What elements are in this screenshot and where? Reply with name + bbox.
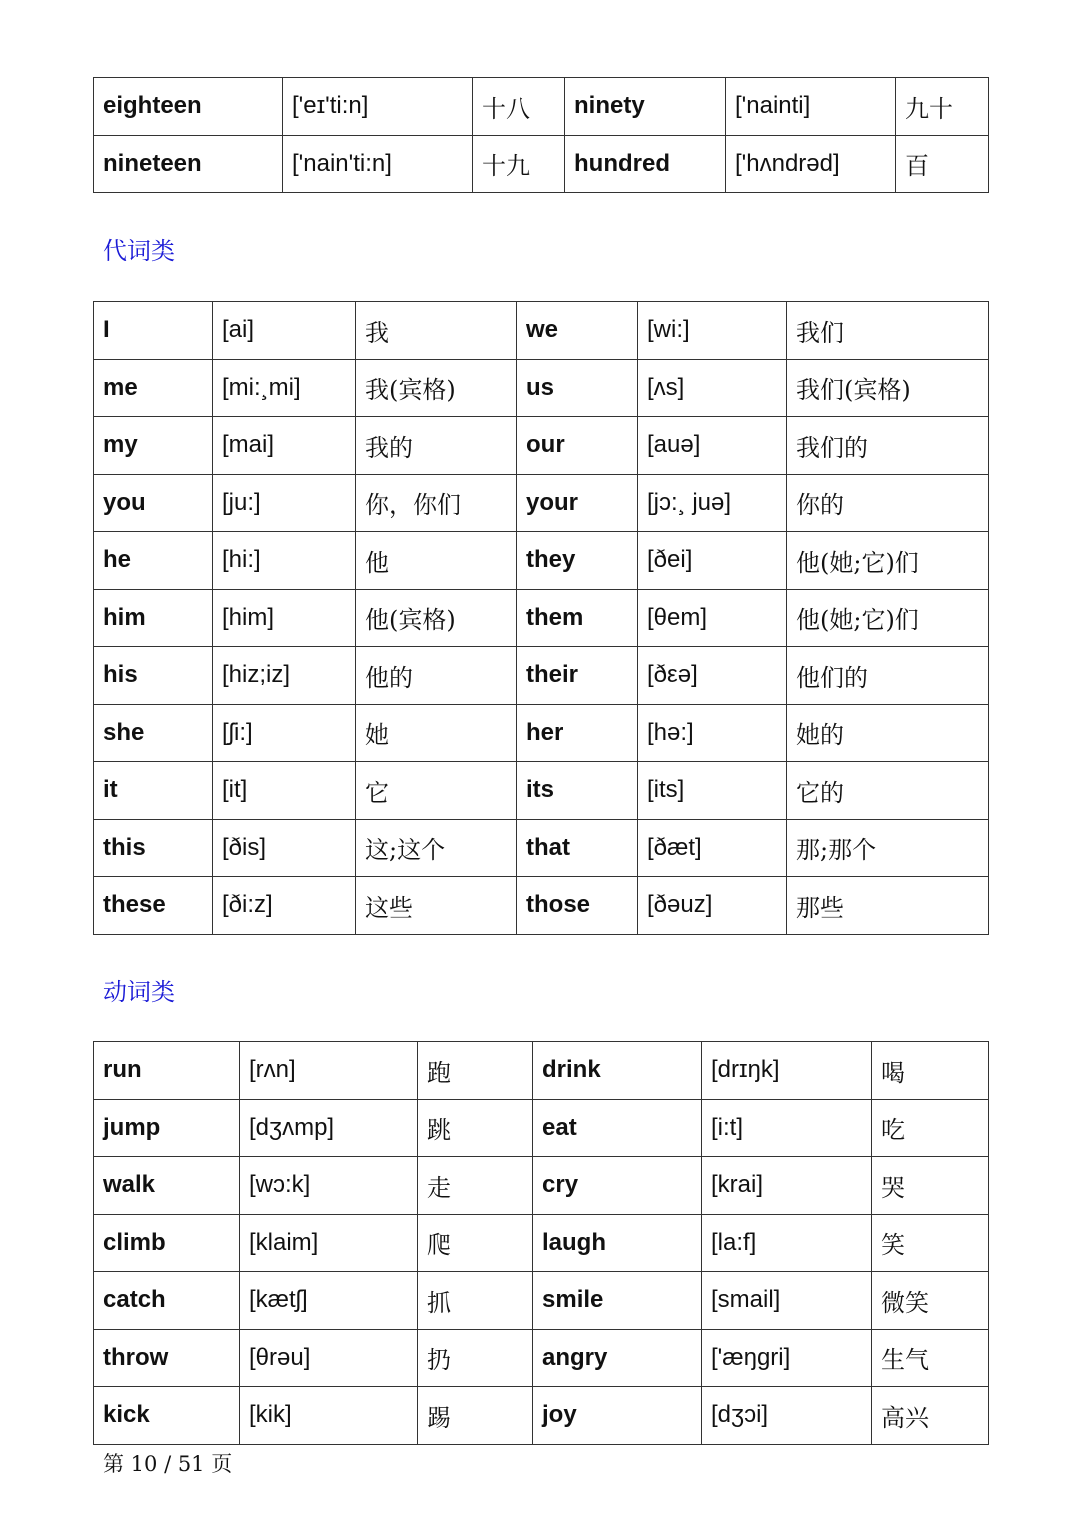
word-cell: those xyxy=(517,877,638,935)
word-cell: joy xyxy=(533,1387,702,1445)
phonetic-cell: [jɔ:¸ juə] xyxy=(638,474,787,532)
word-cell: them xyxy=(517,589,638,647)
word-cell: cry xyxy=(533,1157,702,1215)
table-row xyxy=(94,589,989,647)
word-cell: eighteen xyxy=(94,78,283,136)
phonetic-cell: ['nain'ti:n] xyxy=(283,135,473,193)
phonetic-cell: [dʒɔi] xyxy=(702,1387,872,1445)
word-cell: eat xyxy=(533,1099,702,1157)
phonetic-cell: [dʒʌmp] xyxy=(240,1099,418,1157)
meaning-cell: 我 xyxy=(356,302,517,360)
meaning-cell: 他的 xyxy=(356,647,517,705)
meaning-cell: 十九 xyxy=(473,135,565,193)
meaning-cell: 我的 xyxy=(356,417,517,475)
meaning-cell: 她的 xyxy=(787,704,989,762)
table-row xyxy=(94,1214,989,1272)
meaning-cell: 喝 xyxy=(872,1042,989,1100)
meaning-cell: 笑 xyxy=(872,1214,989,1272)
phonetic-cell: [kik] xyxy=(240,1387,418,1445)
meaning-cell: 抓 xyxy=(418,1272,533,1330)
meaning-cell: 我们 xyxy=(787,302,989,360)
phonetic-cell: [hiz;iz] xyxy=(213,647,356,705)
word-cell: it xyxy=(94,762,213,820)
phonetic-cell: [wɔ:k] xyxy=(240,1157,418,1215)
word-cell: angry xyxy=(533,1329,702,1387)
meaning-cell: 走 xyxy=(418,1157,533,1215)
phonetic-cell: [rʌn] xyxy=(240,1042,418,1100)
meaning-cell: 你的 xyxy=(787,474,989,532)
phonetic-cell: ['eɪ'ti:n] xyxy=(283,78,473,136)
word-cell: climb xyxy=(94,1214,240,1272)
phonetic-cell: [its] xyxy=(638,762,787,820)
numbers-table xyxy=(93,77,989,193)
word-cell: I xyxy=(94,302,213,360)
word-cell: she xyxy=(94,704,213,762)
meaning-cell: 它 xyxy=(356,762,517,820)
word-cell: these xyxy=(94,877,213,935)
word-cell: jump xyxy=(94,1099,240,1157)
table-row xyxy=(94,877,989,935)
table-row xyxy=(94,1042,989,1100)
meaning-cell: 我(宾格) xyxy=(356,359,517,417)
table-row xyxy=(94,1272,989,1330)
table-row xyxy=(94,762,989,820)
meaning-cell: 这;这个 xyxy=(356,819,517,877)
phonetic-cell: [ði:z] xyxy=(213,877,356,935)
phonetic-cell: [kætʃ] xyxy=(240,1272,418,1330)
page-number: 第 10 / 51 页 xyxy=(103,1452,233,1476)
table-row xyxy=(94,302,989,360)
table-row xyxy=(94,1157,989,1215)
phonetic-cell: [ðæt] xyxy=(638,819,787,877)
phonetic-cell: [hi:] xyxy=(213,532,356,590)
table-row xyxy=(94,135,989,193)
meaning-cell: 九十 xyxy=(896,78,989,136)
phonetic-cell: [ʃi:] xyxy=(213,704,356,762)
word-cell: nineteen xyxy=(94,135,283,193)
word-cell: walk xyxy=(94,1157,240,1215)
word-cell: we xyxy=(517,302,638,360)
meaning-cell: 百 xyxy=(896,135,989,193)
table-row xyxy=(94,78,989,136)
phonetic-cell: [θrəu] xyxy=(240,1329,418,1387)
word-cell: your xyxy=(517,474,638,532)
table-row xyxy=(94,474,989,532)
word-cell: his xyxy=(94,647,213,705)
word-cell: our xyxy=(517,417,638,475)
phonetic-cell: ['æŋgri] xyxy=(702,1329,872,1387)
meaning-cell: 我们(宾格) xyxy=(787,359,989,417)
word-cell: kick xyxy=(94,1387,240,1445)
section-heading-pronouns: 代词类 xyxy=(103,237,175,265)
meaning-cell: 它的 xyxy=(787,762,989,820)
table-row xyxy=(94,1099,989,1157)
meaning-cell: 哭 xyxy=(872,1157,989,1215)
word-cell: ninety xyxy=(565,78,726,136)
meaning-cell: 爬 xyxy=(418,1214,533,1272)
word-cell: me xyxy=(94,359,213,417)
word-cell: run xyxy=(94,1042,240,1100)
phonetic-cell: [smail] xyxy=(702,1272,872,1330)
phonetic-cell: [ðəuz] xyxy=(638,877,787,935)
phonetic-cell: [wi:] xyxy=(638,302,787,360)
word-cell: hundred xyxy=(565,135,726,193)
word-cell: us xyxy=(517,359,638,417)
word-cell: that xyxy=(517,819,638,877)
pronouns-table xyxy=(93,301,989,935)
phonetic-cell: [hə:] xyxy=(638,704,787,762)
meaning-cell: 吃 xyxy=(872,1099,989,1157)
phonetic-cell: [krai] xyxy=(702,1157,872,1215)
phonetic-cell: [ðei] xyxy=(638,532,787,590)
meaning-cell: 高兴 xyxy=(872,1387,989,1445)
word-cell: its xyxy=(517,762,638,820)
table-row xyxy=(94,1329,989,1387)
word-cell: her xyxy=(517,704,638,762)
table-row xyxy=(94,359,989,417)
word-cell: he xyxy=(94,532,213,590)
phonetic-cell: ['nainti] xyxy=(726,78,896,136)
table-row xyxy=(94,417,989,475)
table-row xyxy=(94,704,989,762)
meaning-cell: 我们的 xyxy=(787,417,989,475)
phonetic-cell: [la:f] xyxy=(702,1214,872,1272)
phonetic-cell: [θem] xyxy=(638,589,787,647)
word-cell: my xyxy=(94,417,213,475)
verbs-table xyxy=(93,1041,989,1445)
meaning-cell: 他(她;它)们 xyxy=(787,589,989,647)
word-cell: laugh xyxy=(533,1214,702,1272)
table-row xyxy=(94,532,989,590)
phonetic-cell: [him] xyxy=(213,589,356,647)
meaning-cell: 十八 xyxy=(473,78,565,136)
meaning-cell: 那些 xyxy=(787,877,989,935)
meaning-cell: 这些 xyxy=(356,877,517,935)
table-row xyxy=(94,819,989,877)
phonetic-cell: [i:t] xyxy=(702,1099,872,1157)
meaning-cell: 微笑 xyxy=(872,1272,989,1330)
meaning-cell: 扔 xyxy=(418,1329,533,1387)
meaning-cell: 跳 xyxy=(418,1099,533,1157)
table-row xyxy=(94,647,989,705)
phonetic-cell: [ʌs] xyxy=(638,359,787,417)
phonetic-cell: [klaim] xyxy=(240,1214,418,1272)
meaning-cell: 跑 xyxy=(418,1042,533,1100)
word-cell: throw xyxy=(94,1329,240,1387)
phonetic-cell: ['hʌndrəd] xyxy=(726,135,896,193)
meaning-cell: 那;那个 xyxy=(787,819,989,877)
phonetic-cell: [ðis] xyxy=(213,819,356,877)
meaning-cell: 生气 xyxy=(872,1329,989,1387)
table-row xyxy=(94,1387,989,1445)
meaning-cell: 他们的 xyxy=(787,647,989,705)
phonetic-cell: [drɪŋk] xyxy=(702,1042,872,1100)
section-heading-verbs: 动词类 xyxy=(103,978,175,1006)
phonetic-cell: [mi:¸mi] xyxy=(213,359,356,417)
meaning-cell: 他 xyxy=(356,532,517,590)
meaning-cell: 她 xyxy=(356,704,517,762)
phonetic-cell: [it] xyxy=(213,762,356,820)
word-cell: this xyxy=(94,819,213,877)
word-cell: smile xyxy=(533,1272,702,1330)
word-cell: catch xyxy=(94,1272,240,1330)
phonetic-cell: [auə] xyxy=(638,417,787,475)
phonetic-cell: [ðεə] xyxy=(638,647,787,705)
phonetic-cell: [ai] xyxy=(213,302,356,360)
meaning-cell: 他(她;它)们 xyxy=(787,532,989,590)
phonetic-cell: [ju:] xyxy=(213,474,356,532)
word-cell: drink xyxy=(533,1042,702,1100)
word-cell: their xyxy=(517,647,638,705)
word-cell: you xyxy=(94,474,213,532)
word-cell: him xyxy=(94,589,213,647)
meaning-cell: 踢 xyxy=(418,1387,533,1445)
phonetic-cell: [mai] xyxy=(213,417,356,475)
word-cell: they xyxy=(517,532,638,590)
meaning-cell: 你，你们 xyxy=(356,474,517,532)
meaning-cell: 他(宾格) xyxy=(356,589,517,647)
